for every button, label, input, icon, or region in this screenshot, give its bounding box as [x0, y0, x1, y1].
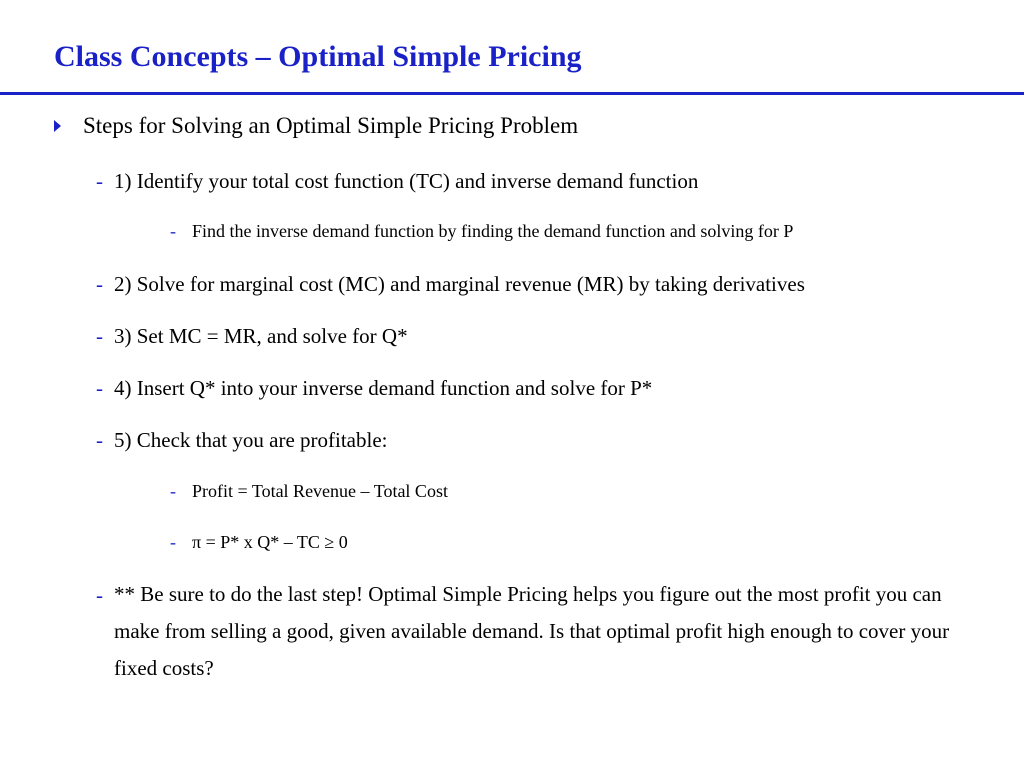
slide-title: Class Concepts – Optimal Simple Pricing	[54, 40, 582, 73]
dash-marker: -	[170, 481, 176, 501]
dash-marker: -	[170, 532, 176, 552]
title-divider	[0, 92, 1024, 95]
sub-step-item: Profit = Total Revenue – Total Cost	[192, 481, 448, 501]
main-bullet-text: Steps for Solving an Optimal Simple Pricing Problem	[83, 113, 579, 138]
final-note: ** Be sure to do the last step! Optimal Simple Pricing helps you figure out the most profit you can make from selling a good, given available demand. Is that optimal profit high enough to cover your fixed costs?	[114, 582, 950, 680]
step-item: 3) Set MC = MR, and solve for Q*	[114, 324, 408, 348]
step-item: 5) Check that you are profitable:	[114, 428, 388, 452]
dash-marker: -	[96, 376, 103, 400]
dash-marker: -	[96, 169, 103, 193]
step-item: 2) Solve for marginal cost (MC) and marginal revenue (MR) by taking derivatives	[114, 272, 805, 296]
sub-step-item: Find the inverse demand function by finding the demand function and solving for P	[192, 221, 794, 241]
dash-marker: -	[96, 272, 103, 296]
dash-marker: -	[96, 583, 103, 607]
dash-marker: -	[170, 221, 176, 241]
bullet-arrow-icon	[54, 120, 61, 132]
dash-marker: -	[96, 428, 103, 452]
dash-marker: -	[96, 324, 103, 348]
step-item: 1) Identify your total cost function (TC) and inverse demand function	[114, 169, 699, 193]
sub-step-item: π = P* x Q* – TC ≥ 0	[192, 532, 348, 552]
step-item: 4) Insert Q* into your inverse demand function and solve for P*	[114, 376, 653, 400]
